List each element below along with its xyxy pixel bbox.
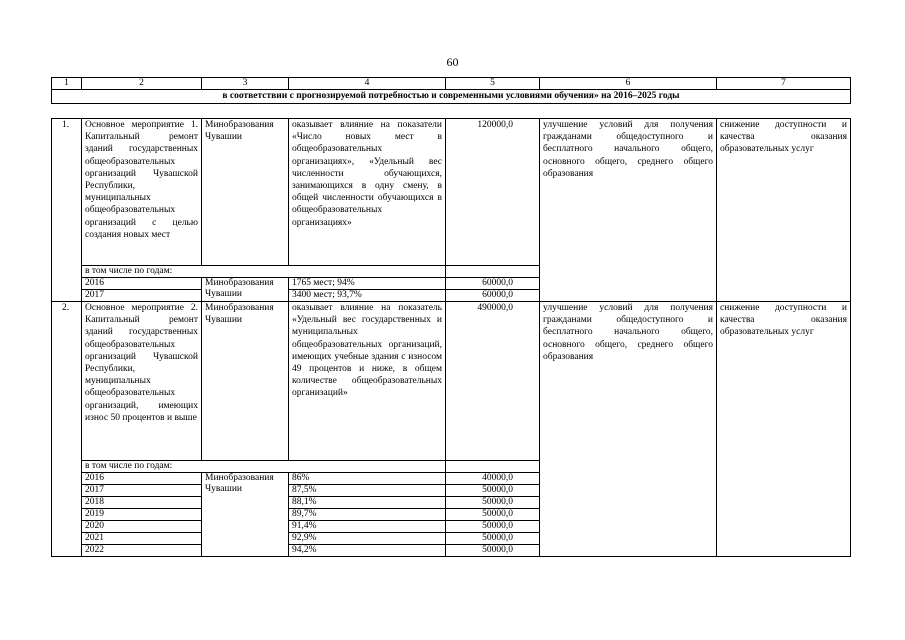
event-cell: Основное мероприятие 2. Капитальный ремонт зданий государственных общеобразовательных организаций Чувашской Республики, муниципальных общеобразовательных организаций, имеющих износ 50 процентов и выше xyxy=(82,302,202,461)
year-cell: 2022 xyxy=(82,545,202,557)
col-header-4: 4 xyxy=(289,78,446,90)
col-header-1: 1 xyxy=(52,78,82,90)
spacer-cell xyxy=(52,104,851,119)
section-title: в соответствии с прогнозируемой потребностью и современными условиями обучения» на 2016–2025 годы xyxy=(52,90,851,104)
year-amount-cell: 50000,0 xyxy=(446,497,540,509)
program-table xyxy=(51,77,851,557)
col-header-6: 6 xyxy=(540,78,717,90)
executor-cell: Минобразования Чувашии xyxy=(202,302,289,461)
effect-cell: снижение доступности и качества оказания образовательных услуг xyxy=(717,302,851,557)
year-cell: 2019 xyxy=(82,509,202,521)
result-cell: улучшение условий для получения гражданами общедоступного и бесплатного начального общего, основного общего, среднего общего образования xyxy=(540,302,717,557)
year-cell: 2016 xyxy=(82,473,202,485)
year-value-cell: 91,4% xyxy=(289,521,446,533)
year-amount-cell: 60000,0 xyxy=(446,290,540,302)
year-executor-cell: Минобразования Чувашии xyxy=(202,473,289,557)
row-number: 2. xyxy=(52,302,82,557)
year-amount-cell: 50000,0 xyxy=(446,485,540,497)
year-cell: 2016 xyxy=(82,278,202,290)
amount-cell xyxy=(446,461,540,473)
year-value-cell: 94,2% xyxy=(289,545,446,557)
year-value-cell: 89,7% xyxy=(289,509,446,521)
year-cell: 2017 xyxy=(82,485,202,497)
by-years-label: в том числе по годам: xyxy=(82,266,446,278)
year-cell: 2018 xyxy=(82,497,202,509)
result-cell: улучшение условий для получения гражданами общедоступного и бесплатного начального общего, основного общего, среднего общего образования xyxy=(540,119,717,302)
effect-cell: снижение доступности и качества оказания образовательных услуг xyxy=(717,119,851,302)
table-row xyxy=(52,119,851,266)
amount-cell xyxy=(446,266,540,278)
year-amount-cell: 50000,0 xyxy=(446,545,540,557)
year-cell: 2017 xyxy=(82,290,202,302)
year-value-cell: 92,9% xyxy=(289,533,446,545)
column-number-row xyxy=(52,78,851,90)
year-cell: 2021 xyxy=(82,533,202,545)
year-value-cell: 88,1% xyxy=(289,497,446,509)
indicator-cell: оказывает влияние на показатели «Число новых мест в общеобразовательных организациях», «Удельный вес численности обучающихся, занимающихся в одну смену, в общей численности обучающихся в общеобразовательных организациях» xyxy=(289,119,446,266)
year-executor-cell: Минобразования Чувашии xyxy=(202,278,289,302)
indicator-cell: оказывает влияние на показатель «Удельный вес государственных и муниципальных общеобразовательных организаций, имеющих учебные здания с износом 49 процентов и ниже, в общем количестве общеобразовательных организаций» xyxy=(289,302,446,461)
page-number: 60 xyxy=(446,55,459,69)
event-cell: Основное мероприятие 1. Капитальный ремонт зданий государственных общеобразовательных организаций Чувашской Республики, муниципальных общеобразовательных организаций с целью создания новых мест xyxy=(82,119,202,266)
spacer-row xyxy=(52,104,851,119)
col-header-7: 7 xyxy=(717,78,851,90)
year-amount-cell: 40000,0 xyxy=(446,473,540,485)
by-years-label: в том числе по годам: xyxy=(82,461,446,473)
col-header-3: 3 xyxy=(202,78,289,90)
table-row xyxy=(52,302,851,461)
section-title-row xyxy=(52,90,851,104)
amount-cell: 490000,0 xyxy=(446,302,540,461)
amount-cell: 120000,0 xyxy=(446,119,540,266)
year-value-cell: 86% xyxy=(289,473,446,485)
row-number: 1. xyxy=(52,119,82,302)
year-amount-cell: 50000,0 xyxy=(446,509,540,521)
year-cell: 2020 xyxy=(82,521,202,533)
year-value-cell: 3400 мест; 93,7% xyxy=(289,290,446,302)
year-amount-cell: 50000,0 xyxy=(446,521,540,533)
year-value-cell: 87,5% xyxy=(289,485,446,497)
year-amount-cell: 60000,0 xyxy=(446,278,540,290)
col-header-5: 5 xyxy=(446,78,540,90)
col-header-2: 2 xyxy=(82,78,202,90)
year-value-cell: 1765 мест; 94% xyxy=(289,278,446,290)
executor-cell: Минобразования Чувашии xyxy=(202,119,289,266)
year-amount-cell: 50000,0 xyxy=(446,533,540,545)
